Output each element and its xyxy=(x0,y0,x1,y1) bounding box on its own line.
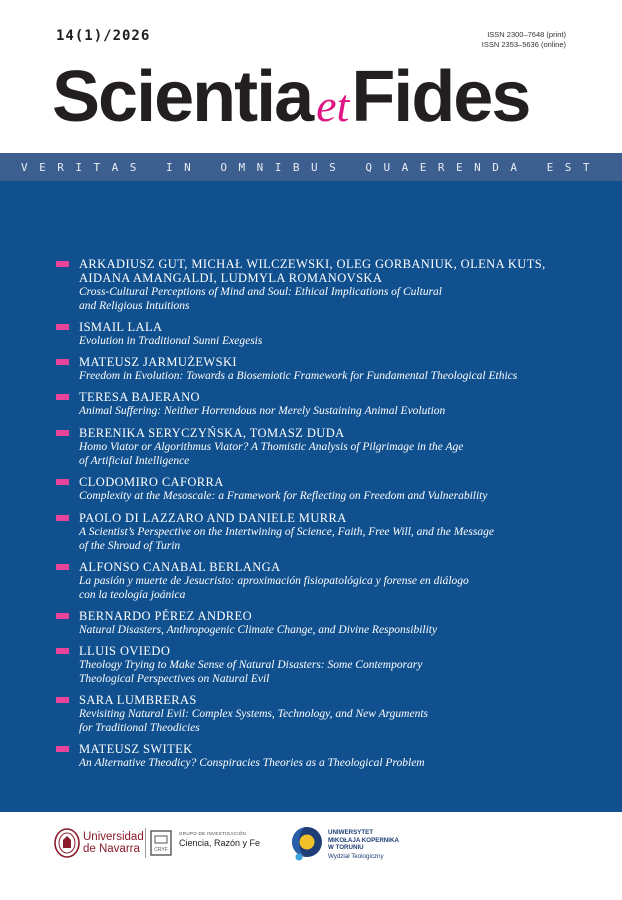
bullet-marker xyxy=(56,394,69,400)
entry-authors: MATEUSZ JARMUŻEWSKI xyxy=(79,355,237,369)
umk-logo-text xyxy=(328,829,399,861)
entry-title: Natural Disasters, Anthropogenic Climate Change, and Divine Responsibility xyxy=(79,624,438,636)
bullet-marker xyxy=(56,479,69,485)
entry-authors: PAOLO DI LAZZARO AND DANIELE MURRA xyxy=(79,511,347,525)
title-word-et: et xyxy=(316,80,350,131)
entry-authors: AIDANA AMANGALDI, LUDMYLA ROMANOVSKA xyxy=(79,271,383,285)
entry-title: An Alternative Theodicy? Conspiracies Theories as a Theological Problem xyxy=(79,757,425,769)
toc-entry-12[interactable] xyxy=(56,742,425,770)
toc-entry-6[interactable] xyxy=(56,475,487,503)
entry-title: Homo Viator or Algorithmus Viator? A Thomistic Analysis of Pilgrimage in the Age xyxy=(79,441,464,453)
umk-faculty: Wydział Teologiczny xyxy=(328,852,384,860)
bullet-marker xyxy=(56,359,69,365)
toc-entry-4[interactable] xyxy=(56,390,445,418)
umk-logo-icon xyxy=(290,826,324,862)
entry-title: Theology Trying to Make Sense of Natural Disasters: Some Contemporary xyxy=(79,659,423,671)
title-word-scientia: Scientia xyxy=(52,57,313,137)
logo-divider xyxy=(145,828,146,858)
issn-online: ISSN 2353–5636 (online) xyxy=(481,40,566,49)
bullet-marker xyxy=(56,430,69,436)
cryf-logo-text xyxy=(179,831,260,849)
entry-title: Theological Perspectives on Natural Evil xyxy=(79,673,270,685)
toc-entry-1[interactable] xyxy=(56,257,546,313)
bullet-marker xyxy=(56,564,69,570)
entry-title: and Religious Intuitions xyxy=(79,300,190,312)
cryf-big: Ciencia, Razón y Fe xyxy=(179,838,261,848)
entry-title: Complexity at the Mesoscale: a Framework for Reflecting on Freedom and Vulnerability xyxy=(79,490,488,502)
unav-logo-text xyxy=(83,831,144,855)
issue-number: 14(1)/2026 xyxy=(56,28,151,44)
motto: VERITAS IN OMNIBUS QUAERENDA EST xyxy=(21,160,601,174)
issn-print: ISSN 2300–7648 (print) xyxy=(487,30,566,39)
contents-panel xyxy=(0,181,622,812)
university-seal-icon xyxy=(54,828,80,858)
bullet-marker xyxy=(56,648,69,654)
toc-entry-8[interactable] xyxy=(56,560,469,602)
bullet-marker xyxy=(56,613,69,619)
entry-title: of Artificial Intelligence xyxy=(79,455,190,467)
toc-entry-5[interactable] xyxy=(56,426,463,468)
cryf-badge-text: CRYF xyxy=(154,847,168,853)
entry-title: Evolution in Traditional Sunni Exegesis xyxy=(79,335,263,347)
title-word-fides: Fides xyxy=(351,57,530,137)
entry-authors: MATEUSZ SWITEK xyxy=(79,742,193,756)
entry-title: for Traditional Theodicies xyxy=(79,722,200,734)
umk-line-3: W TORUNIU xyxy=(328,844,364,851)
entry-title: con la teología joánica xyxy=(79,589,186,601)
cryf-logo-icon xyxy=(150,830,172,856)
bullet-marker xyxy=(56,324,69,330)
entry-authors: BERENIKA SERYCZYŃSKA, TOMASZ DUDA xyxy=(79,426,345,440)
bullet-marker xyxy=(56,746,69,752)
entry-authors: TERESA BAJERANO xyxy=(79,390,200,404)
entry-title: La pasión y muerte de Jesucristo: aproximación fisiopatológica y forense en diálogo xyxy=(79,575,469,587)
entry-title: Revisiting Natural Evil: Complex Systems, Technology, and New Arguments xyxy=(79,708,429,720)
entry-authors: SARA LUMBRERAS xyxy=(79,693,197,707)
toc-entry-9[interactable] xyxy=(56,609,437,637)
toc-entry-3[interactable] xyxy=(56,355,517,383)
entry-title: Animal Suffering: Neither Horrendous nor Merely Sustaining Animal Evolution xyxy=(79,405,446,417)
bullet-marker xyxy=(56,261,69,267)
entry-title: A Scientist’s Perspective on the Intertwining of Science, Faith, Free Will, and the Message xyxy=(79,526,494,538)
unav-line-1: Universidad xyxy=(83,831,144,843)
entry-authors: LLUIS OVIEDO xyxy=(79,644,171,658)
journal-title xyxy=(52,52,529,142)
bullet-marker xyxy=(56,697,69,703)
entry-title: Freedom in Evolution: Towards a Biosemiotic Framework for Fundamental Theological Ethics xyxy=(79,370,518,382)
bullet-marker xyxy=(56,515,69,521)
entry-title: of the Shroud of Turin xyxy=(79,540,181,552)
entry-title: Cross-Cultural Perceptions of Mind and Soul: Ethical Implications of Cultural xyxy=(79,286,442,298)
entry-authors: ARKADIUSZ GUT, MICHAŁ WILCZEWSKI, OLEG GORBANIUK, OLENA KUTS, xyxy=(79,257,546,271)
cryf-small-1: GRUPO DE INVESTIGACIÓN xyxy=(179,831,247,836)
toc-entry-10[interactable] xyxy=(56,644,422,686)
entry-authors: CLODOMIRO CAFORRA xyxy=(79,475,224,489)
publisher-footer xyxy=(0,812,622,900)
toc-entry-2[interactable] xyxy=(56,320,262,348)
umk-line-2: MIKOŁAJA KOPERNIKA xyxy=(328,836,399,844)
toc-entry-7[interactable] xyxy=(56,511,494,553)
entry-authors: BERNARDO PÉREZ ANDREO xyxy=(79,609,252,623)
entry-authors: ISMAIL LALA xyxy=(79,320,163,334)
motto-band xyxy=(0,153,622,181)
entry-authors: ALFONSO CANABAL BERLANGA xyxy=(79,560,281,574)
umk-line-1: UNIWERSYTET xyxy=(328,829,374,836)
unav-line-2: de Navarra xyxy=(83,843,140,855)
issn-block xyxy=(482,30,566,50)
toc-entry-11[interactable] xyxy=(56,693,428,735)
